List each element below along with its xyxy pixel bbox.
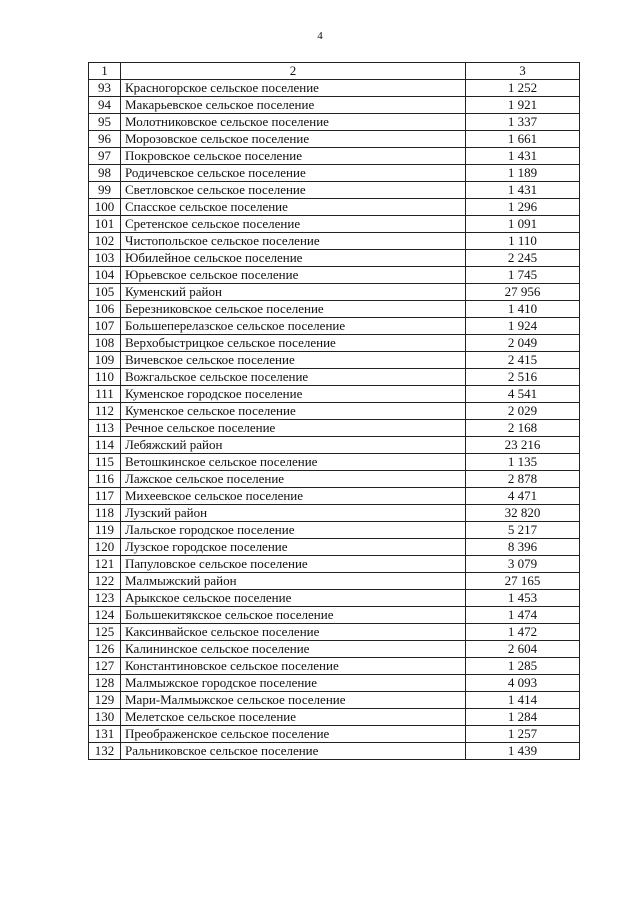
row-value: 1 252 [466,80,580,97]
table-row [89,658,580,675]
row-name: Куменский район [121,284,466,301]
row-name: Лажское сельское поселение [121,471,466,488]
row-name: Юрьевское сельское поселение [121,267,466,284]
table-row [89,726,580,743]
row-number: 123 [89,590,121,607]
table-row [89,505,580,522]
table-row [89,709,580,726]
row-value: 4 093 [466,675,580,692]
row-number: 114 [89,437,121,454]
row-value: 2 168 [466,420,580,437]
row-value: 2 049 [466,335,580,352]
row-number: 128 [89,675,121,692]
row-name: Михеевское сельское поселение [121,488,466,505]
row-number: 110 [89,369,121,386]
table-row [89,284,580,301]
row-number: 102 [89,233,121,250]
table-row [89,386,580,403]
row-value: 2 516 [466,369,580,386]
row-value: 5 217 [466,522,580,539]
row-value: 1 431 [466,148,580,165]
row-value: 1 439 [466,743,580,760]
row-value: 1 661 [466,131,580,148]
row-number: 108 [89,335,121,352]
table-row [89,403,580,420]
table-row [89,80,580,97]
row-name: Юбилейное сельское поселение [121,250,466,267]
table-row [89,454,580,471]
row-value: 1 091 [466,216,580,233]
row-number: 118 [89,505,121,522]
row-name: Светловское сельское поселение [121,182,466,199]
row-number: 98 [89,165,121,182]
table-row [89,182,580,199]
row-value: 1 135 [466,454,580,471]
row-number: 109 [89,352,121,369]
row-name: Константиновское сельское поселение [121,658,466,675]
row-name: Арыкское сельское поселение [121,590,466,607]
row-name: Молотниковское сельское поселение [121,114,466,131]
row-value: 1 257 [466,726,580,743]
table-row [89,216,580,233]
table-row [89,573,580,590]
row-value: 23 216 [466,437,580,454]
row-value: 1 453 [466,590,580,607]
row-name: Лебяжский район [121,437,466,454]
row-value: 1 474 [466,607,580,624]
row-number: 126 [89,641,121,658]
row-number: 121 [89,556,121,573]
table-row [89,233,580,250]
row-number: 124 [89,607,121,624]
table-row [89,692,580,709]
row-name: Куменское сельское поселение [121,403,466,420]
row-number: 93 [89,80,121,97]
table-row [89,165,580,182]
row-name: Родичевское сельское поселение [121,165,466,182]
row-value: 2 415 [466,352,580,369]
table-row [89,199,580,216]
row-name: Лальское городское поселение [121,522,466,539]
row-value: 27 956 [466,284,580,301]
table-body [89,80,580,760]
table-row [89,675,580,692]
table-row [89,420,580,437]
table-row [89,471,580,488]
row-name: Морозовское сельское поселение [121,131,466,148]
table-row [89,743,580,760]
row-value: 1 410 [466,301,580,318]
row-number: 130 [89,709,121,726]
row-number: 132 [89,743,121,760]
row-number: 113 [89,420,121,437]
row-number: 131 [89,726,121,743]
row-number: 122 [89,573,121,590]
row-value: 32 820 [466,505,580,522]
row-name: Покровское сельское поселение [121,148,466,165]
row-number: 116 [89,471,121,488]
row-name: Березниковское сельское поселение [121,301,466,318]
table-row [89,318,580,335]
table-row [89,131,580,148]
row-number: 99 [89,182,121,199]
row-number: 96 [89,131,121,148]
table-row [89,148,580,165]
row-value: 8 396 [466,539,580,556]
row-value: 1 472 [466,624,580,641]
row-value: 4 541 [466,386,580,403]
column-header-name: 2 [121,63,466,80]
row-number: 94 [89,97,121,114]
row-name: Речное сельское поселение [121,420,466,437]
row-number: 112 [89,403,121,420]
row-number: 125 [89,624,121,641]
row-value: 1 189 [466,165,580,182]
table-row [89,369,580,386]
row-name: Красногорское сельское поселение [121,80,466,97]
row-name: Лузский район [121,505,466,522]
row-value: 1 414 [466,692,580,709]
row-name: Малмыжское городское поселение [121,675,466,692]
row-name: Мелетское сельское поселение [121,709,466,726]
table-row [89,437,580,454]
row-name: Вичевское сельское поселение [121,352,466,369]
table-row [89,624,580,641]
row-value: 2 604 [466,641,580,658]
row-value: 2 878 [466,471,580,488]
row-value: 4 471 [466,488,580,505]
table-row [89,522,580,539]
row-value: 1 745 [466,267,580,284]
row-name: Папуловское сельское поселение [121,556,466,573]
row-name: Преображенское сельское поселение [121,726,466,743]
row-name: Мари-Малмыжское сельское поселение [121,692,466,709]
row-name: Калининское сельское поселение [121,641,466,658]
row-name: Вожгальское сельское поселение [121,369,466,386]
table-row [89,352,580,369]
row-value: 1 921 [466,97,580,114]
row-name: Сретенское сельское поселение [121,216,466,233]
header-row [89,63,580,80]
column-header-number: 1 [89,63,121,80]
row-name: Куменское городское поселение [121,386,466,403]
table-row [89,539,580,556]
row-value: 3 079 [466,556,580,573]
row-name: Большеперелазское сельское поселение [121,318,466,335]
data-table [88,62,580,760]
row-value: 2 245 [466,250,580,267]
row-name: Верхобыстрицкое сельское поселение [121,335,466,352]
row-value: 1 110 [466,233,580,250]
row-number: 103 [89,250,121,267]
table-row [89,250,580,267]
row-name: Спасское сельское поселение [121,199,466,216]
row-number: 106 [89,301,121,318]
row-name: Макарьевское сельское поселение [121,97,466,114]
table-row [89,607,580,624]
table-row [89,488,580,505]
row-number: 115 [89,454,121,471]
row-value: 1 337 [466,114,580,131]
table-row [89,114,580,131]
table-row [89,590,580,607]
table-row [89,267,580,284]
row-number: 119 [89,522,121,539]
row-number: 117 [89,488,121,505]
column-header-value: 3 [466,63,580,80]
row-value: 1 431 [466,182,580,199]
table-row [89,301,580,318]
row-name: Лузское городское поселение [121,539,466,556]
row-name: Большекитякское сельское поселение [121,607,466,624]
row-value: 2 029 [466,403,580,420]
row-number: 101 [89,216,121,233]
row-value: 27 165 [466,573,580,590]
row-value: 1 924 [466,318,580,335]
table-row [89,641,580,658]
page-number: 4 [317,30,323,42]
row-name: Ветошкинское сельское поселение [121,454,466,471]
row-number: 127 [89,658,121,675]
row-value: 1 284 [466,709,580,726]
row-number: 105 [89,284,121,301]
row-name: Каксинвайское сельское поселение [121,624,466,641]
row-number: 107 [89,318,121,335]
table-row [89,335,580,352]
row-name: Чистопольское сельское поселение [121,233,466,250]
row-number: 100 [89,199,121,216]
row-name: Ральниковское сельское поселение [121,743,466,760]
row-number: 129 [89,692,121,709]
row-number: 97 [89,148,121,165]
row-number: 120 [89,539,121,556]
table-row [89,97,580,114]
row-number: 95 [89,114,121,131]
table-row [89,556,580,573]
row-name: Малмыжский район [121,573,466,590]
table-header [89,63,580,80]
row-value: 1 285 [466,658,580,675]
row-value: 1 296 [466,199,580,216]
row-number: 111 [89,386,121,403]
row-number: 104 [89,267,121,284]
